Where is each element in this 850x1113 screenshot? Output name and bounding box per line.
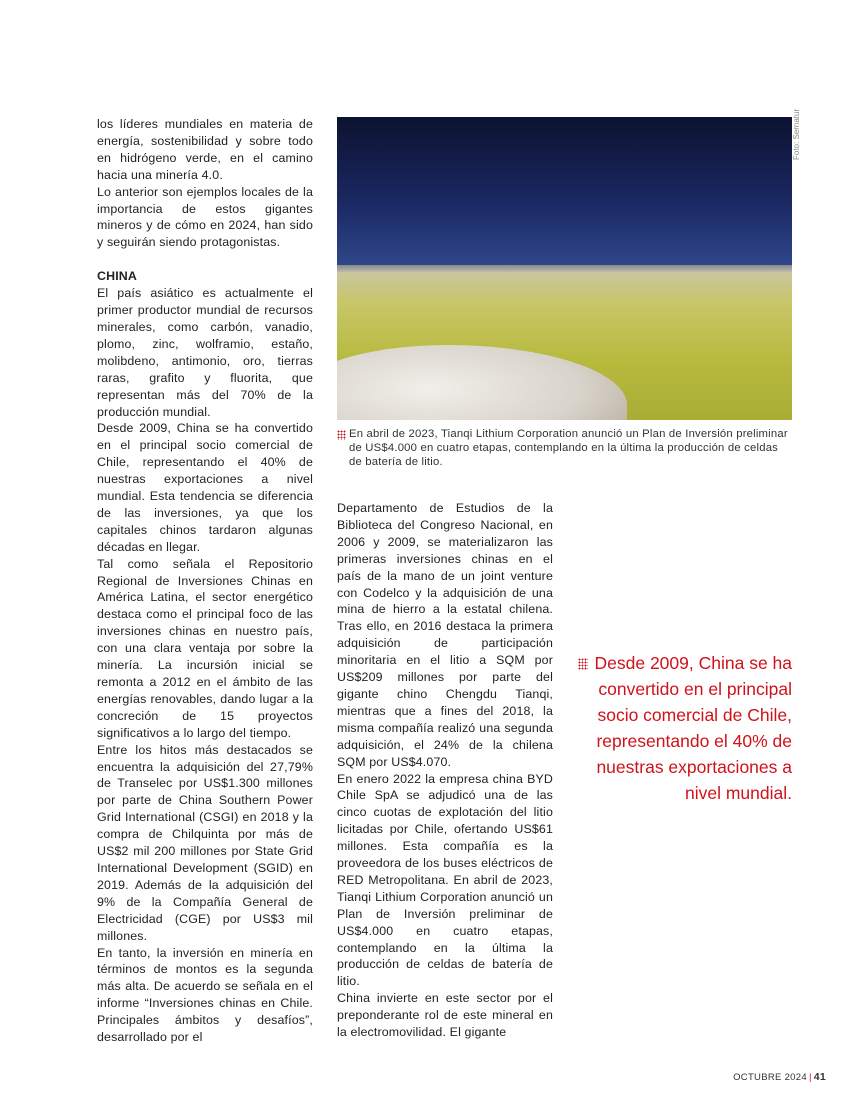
paragraph: En tanto, la inversión en minería en términos de montos es la segunda más alta. De acuerdo se señala en el informe “Inversiones chinas en Chile. Principales ámbitos y desafíos”, desarrollado por el [97, 945, 313, 1045]
paragraph: Tal como señala el Repositorio Regional de Inversiones Chinas en América Latina, el sector energético destaca como el principal foco de las inversiones chinas en nuestro país, con una clara ventaja por sobre la minería. La incursión inicial se remonta a 2012 en el ámbito de las energías renovables, dando lugar a la concreción de 15 proyectos significativos a lo largo del tiempo. [97, 556, 313, 740]
page-footer [733, 1071, 826, 1083]
section-heading: CHINA [97, 269, 137, 284]
middle-text-column [337, 500, 553, 1041]
left-text-column [97, 116, 313, 1046]
pull-quote-text: Desde 2009, China se ha convertido en el principal socio comercial de Chile, representando el 40% de nuestras exportaciones a nivel mundial. [594, 653, 792, 803]
pull-quote [572, 650, 792, 806]
footer-separator: | [808, 1072, 812, 1083]
paragraph: Entre los hitos más destacados se encuentra la adquisición del 27,79% de Transelec por US$1.300 millones por parte de China Southern Power Grid International (CSGI) en 2018 y la compra de Chilquinta por más de US$2 mil 200 millones por State Grid International Development (SGID) en 2019. Además de la adquisición del 9% de la Compañía General de Electricidad (CGE) por US$3 mil millones. [97, 742, 313, 943]
photo-credit: Foto: Sernatur [792, 108, 801, 160]
paragraph: Lo anterior son ejemplos locales de la importancia de estos gigantes mineros y de cómo en 2024, han sido y seguirán siendo protagonistas. [97, 184, 313, 250]
paragraph: Departamento de Estudios de la Biblioteca del Congreso Nacional, en 2006 y 2009, se materializaron las primeras inversiones chinas en el país de la mano de un joint venture con Codelco y la adquisición de una mina de hierro a la estatal chilena. Tras ello, en 2016 destaca la primera adquisición de participación minoritaria en el litio a SQM por US$209 millones por parte del gigante chino Chengdu Tianqi, mientras que a fines del 2018, la misma compañía realizó una segunda adquisición, el 24% de la chilena SQM por US$4.070. [337, 501, 553, 769]
paragraph: Desde 2009, China se ha convertido en el principal socio comercial de Chile, representando el 40% de nuestras exportaciones a nivel mundial. Esta tendencia se diferencia de las inversiones, ya que los capitales chinos tardaron algunas décadas en llegar. [97, 421, 313, 554]
paragraph: los líderes mundiales en materia de energía, sostenibilidad y sobre todo en hidrógeno verde, en el camino hacia una minería 4.0. [97, 117, 313, 182]
paragraph: En enero 2022 la empresa china BYD Chile SpA se adjudicó una de las cinco cuotas de explotación del litio licitadas por Chile, ofertando US$61 millones. Esta compañía es la proveedora de los buses eléctricos de RED Metropolitana. En abril de 2023, Tianqi Lithium Corporation anunció un Plan de Inversión preliminar de US$4.000 en cuatro etapas, contemplando en la última la producción de celdas de batería de litio. [337, 771, 553, 989]
dot-grid-icon [337, 430, 346, 440]
caption-text: En abril de 2023, Tianqi Lithium Corporation anunció un Plan de Inversión preliminar de US$4.000 en cuatro etapas, contemplando en la última la producción de celdas de batería de litio. [349, 428, 788, 469]
issue-date: OCTUBRE 2024 [733, 1072, 807, 1083]
paragraph: China invierte en este sector por el preponderante rol de este mineral en la electromovilidad. El gigante [337, 991, 553, 1040]
page-number: 41 [813, 1071, 826, 1083]
paragraph: El país asiático es actualmente el primer productor mundial de recursos minerales, como carbón, vanadio, plomo, zinc, wolframio, estaño, molibdeno, antimonio, oro, tierras raras, grafito y fluorita, que representan más del 70% de la producción mundial. [97, 286, 313, 419]
photo-caption [337, 427, 793, 470]
salt-flat-lagoon-photo [337, 117, 792, 420]
dot-grid-icon [578, 658, 588, 670]
